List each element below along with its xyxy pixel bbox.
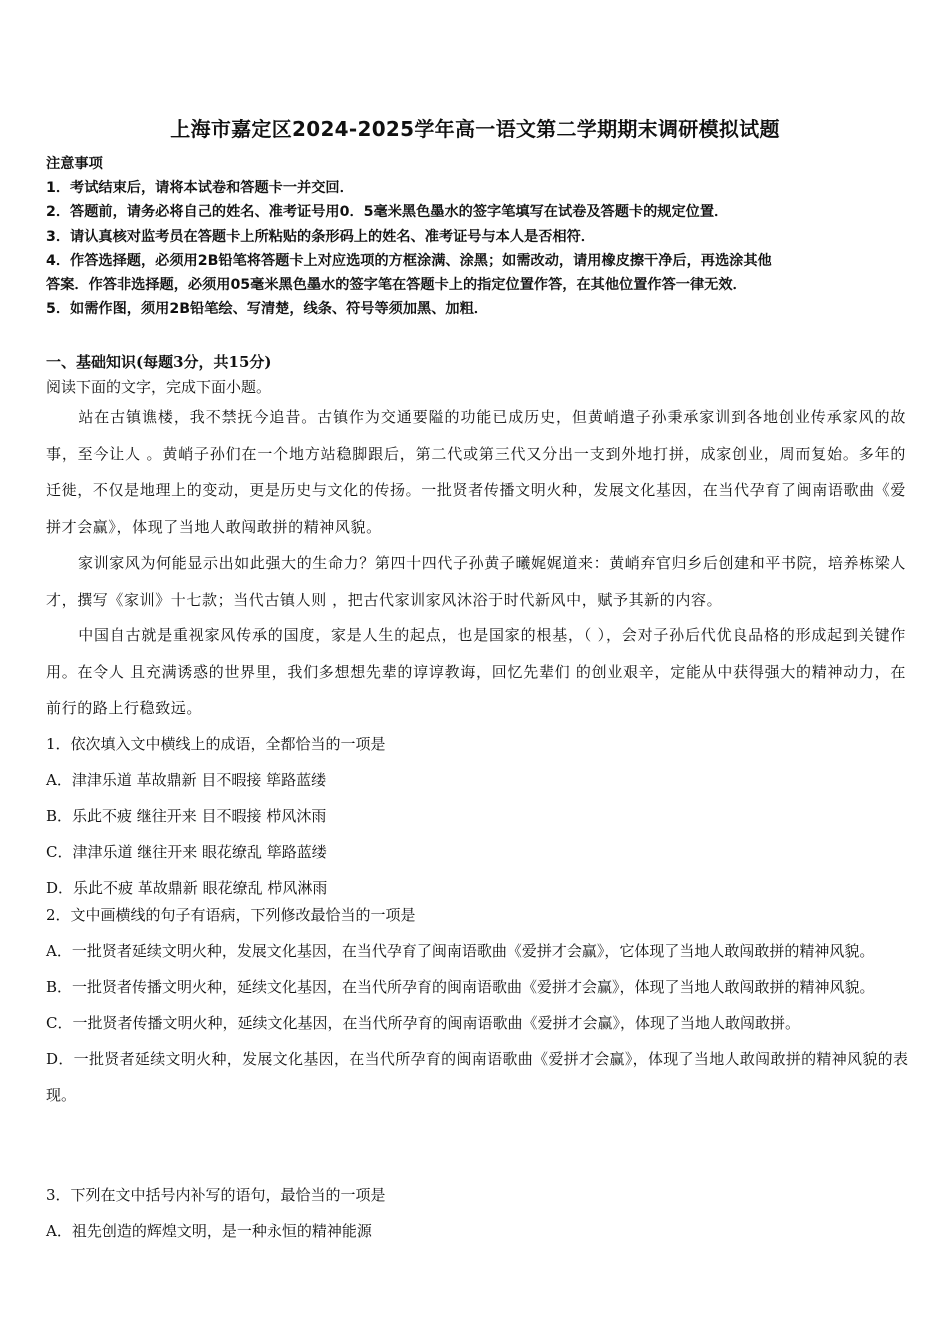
passage-text: 站在古镇谯楼，我不禁抚今追昔。古镇作为交通要隘的功能已成历史，但黄峭遣子孙秉承家训到各地创业传承家风的故事，至今让人 。黄峭子孙们在一个地方站稳脚跟后，第二代或第三代又分出一支到外地打拼，成家创业，周而复始。多年的迁徙，不仅是地理上的变动，更是历史与文化的传扬。一批贤者传播文明火种，发展文化基因，在当代孕育了闽南语歌曲《爱拼才会赢》，体现了当地人敢闯敢拼的精神风貌。 [46,408,906,536]
question-3 [46,1177,908,1249]
option-a: A．一批贤者延续文明火种，发展文化基因，在当代孕育了闽南语歌曲《爱拼才会赢》，它体现了当地人敢闯敢拼的精神风貌。 [46,942,875,960]
option-a: A．津津乐道 革故鼎新 目不暇接 筚路蓝缕 [46,771,327,789]
page-title: 上海市嘉定区2024-2025学年高一语文第二学期期末调研模拟试题 [170,117,780,141]
option-a: A．祖先创造的辉煌文明，是一种永恒的精神能源 [46,1222,372,1240]
passage-text: 家训家风为何能显示出如此强大的生命力？第四十四代子孙黄子曦娓娓道来：黄峭弃官归乡后创建和平书院，培养栋梁人才，撰写《家训》十七款；当代古镇人则 ，把古代家训家风沐浴于时代新风中，赋予其新的内容。 [46,554,906,609]
notes-block [46,152,906,321]
question-2 [46,897,908,1113]
passage-paragraph [46,545,906,618]
question-stem: 2．文中画横线的句子有语病，下列修改最恰当的一项是 [46,906,416,924]
question-stem: 1．依次填入文中横线上的成语，全都恰当的一项是 [46,735,386,753]
section-instruction: 阅读下面的文字，完成下面小题。 [46,378,272,396]
option-c: C．津津乐道 继往开来 眼花缭乱 筚路蓝缕 [46,843,327,861]
option-b: B．一批贤者传播文明火种，延续文化基因，在当代所孕育的闽南语歌曲《爱拼才会赢》，体现了当地人敢闯敢拼的精神风貌。 [46,978,875,996]
passage-text: 中国自古就是重视家风传承的国度，家是人生的起点，也是国家的根基，（ ），会对子孙后代优良品格的形成起到关键作用。在令人 且充满诱惑的世界里，我们多想想先辈的谆谆教诲，回忆先辈们 的创业艰辛，定能从中获得强大的精神动力，在前行的路上行稳致远。 [46,626,906,717]
note-item: 答案．作答非选择题，必须用05毫米黑色墨水的签字笔在答题卡上的指定位置作答，在其他位置作答一律无效． [46,277,747,294]
option-b: B．乐此不疲 继往开来 目不暇接 栉风沐雨 [46,807,327,825]
option-c: C．一批贤者传播文明火种，延续文化基因，在当代所孕育的闽南语歌曲《爱拼才会赢》，体现了当地人敢闯敢拼。 [46,1014,800,1032]
passage-paragraph [46,399,906,545]
note-item: 3．请认真核对监考员在答题卡上所粘贴的条形码上的姓名、准考证号与本人是否相符． [46,228,595,245]
passage-paragraph [46,617,906,727]
notes-heading: 注意事项 [46,156,103,172]
note-item: 5．如需作图，须用2B铅笔绘、写清楚，线条、符号等须加黑、加粗． [46,301,488,318]
note-item: 2．答题前，请务必将自己的姓名、准考证号用0．5毫米黑色墨水的签字笔填写在试卷及答题卡的规定位置． [46,204,729,221]
option-d: D．乐此不疲 革故鼎新 眼花缭乱 栉风淋雨 [46,879,328,897]
note-item: 4．作答选择题，必须用2B铅笔将答题卡上对应选项的方框涂满、涂黑；如需改动，请用橡皮擦干净后，再选涂其他 [46,252,772,269]
note-item: 1．考试结束后，请将本试卷和答题卡一并交回． [46,180,354,197]
section-heading: 一、基础知识(每题3分，共15分) [46,353,272,371]
option-d: D．一批贤者延续文明火种，发展文化基因，在当代所孕育的闽南语歌曲《爱拼才会赢》，体现了当地人敢闯敢拼的精神风貌的表现。 [46,1050,908,1104]
question-stem: 3．下列在文中括号内补写的语句，最恰当的一项是 [46,1186,386,1204]
question-1 [46,726,908,906]
